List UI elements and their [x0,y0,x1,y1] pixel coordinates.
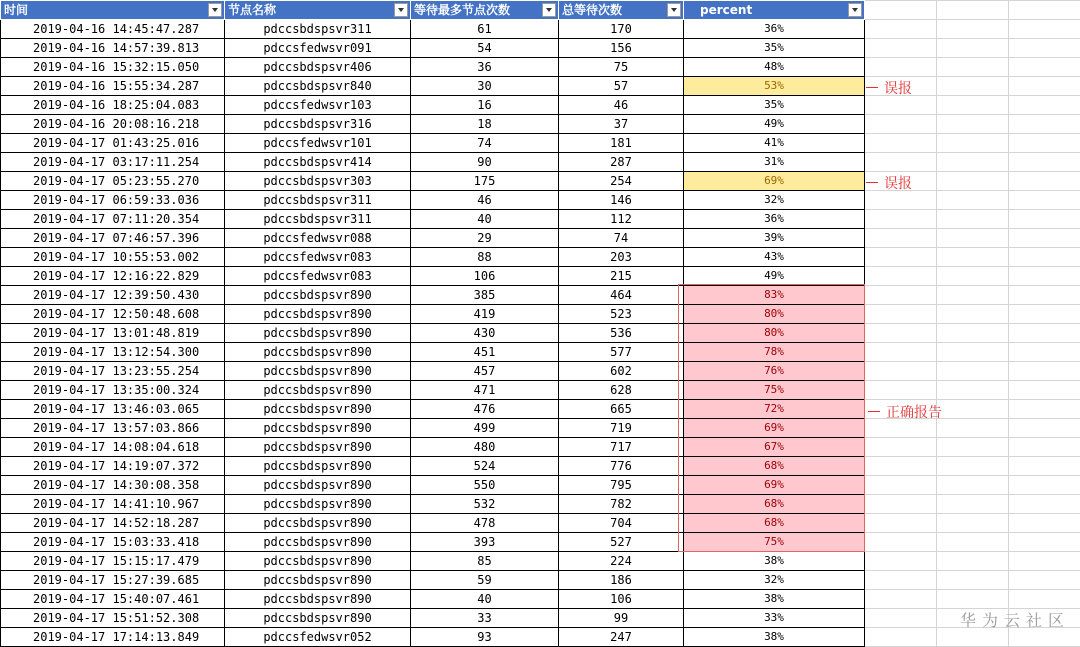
cell-percent[interactable]: 39% [684,229,865,248]
table-row [1,77,865,96]
cell-node-name[interactable]: pdccsbdspsvr890 [225,609,411,628]
cell-percent[interactable]: 69% [684,476,865,495]
cell-total-wait-count[interactable]: 215 [559,267,684,286]
cell-time[interactable]: 2019-04-17 15:27:39.685 [1,571,225,590]
cell-percent[interactable]: 72% [684,400,865,419]
cell-total-wait-count[interactable]: 170 [559,20,684,39]
cell-total-wait-count[interactable]: 106 [559,590,684,609]
cell-node-name[interactable]: pdccsbdspsvr890 [225,590,411,609]
cell-max-wait-count[interactable]: 419 [411,305,559,324]
cell-percent[interactable]: 53% [684,77,865,96]
cell-node-name[interactable]: pdccsbdspsvr890 [225,286,411,305]
cell-total-wait-count[interactable]: 46 [559,96,684,115]
cell-node-name[interactable]: pdccsbdspsvr311 [225,191,411,210]
cell-max-wait-count[interactable]: 90 [411,153,559,172]
table-row [1,58,865,77]
table-row [1,495,865,514]
table-row [1,514,865,533]
cell-percent[interactable]: 80% [684,305,865,324]
filter-dropdown-icon[interactable] [848,3,862,17]
cell-total-wait-count[interactable]: 795 [559,476,684,495]
cell-percent[interactable]: 35% [684,96,865,115]
cell-time[interactable]: 2019-04-17 13:01:48.819 [1,324,225,343]
cell-percent[interactable]: 33% [684,609,865,628]
cell-node-name[interactable]: pdccsbdspsvr890 [225,343,411,362]
cell-node-name[interactable]: pdccsbdspsvr890 [225,381,411,400]
cell-time[interactable]: 2019-04-17 14:19:07.372 [1,457,225,476]
annotation-text: 误报 [884,175,912,192]
cell-node-name[interactable]: pdccsbdspsvr840 [225,77,411,96]
cell-time[interactable]: 2019-04-17 15:15:17.479 [1,552,225,571]
cell-time[interactable]: 2019-04-17 13:57:03.866 [1,419,225,438]
cell-total-wait-count[interactable]: 782 [559,495,684,514]
cell-max-wait-count[interactable]: 532 [411,495,559,514]
cell-node-name[interactable]: pdccsbdspsvr890 [225,571,411,590]
header-label: percent [700,3,753,17]
header-time [1,1,225,20]
table-row [1,210,865,229]
cell-max-wait-count[interactable]: 54 [411,39,559,58]
cell-max-wait-count[interactable]: 46 [411,191,559,210]
cell-time[interactable]: 2019-04-17 13:23:55.254 [1,362,225,381]
cell-max-wait-count[interactable]: 175 [411,172,559,191]
cell-node-name[interactable]: pdccsfedwsvr103 [225,96,411,115]
cell-node-name[interactable]: pdccsbdspsvr890 [225,324,411,343]
cell-max-wait-count[interactable]: 471 [411,381,559,400]
table-row [1,267,865,286]
cell-percent[interactable]: 38% [684,628,865,647]
annotation-false-alarm-1 [866,78,912,97]
cell-percent[interactable]: 38% [684,590,865,609]
cell-time[interactable]: 2019-04-17 07:46:57.396 [1,229,225,248]
cell-percent[interactable]: 75% [684,381,865,400]
cell-max-wait-count[interactable]: 106 [411,267,559,286]
cell-node-name[interactable]: pdccsbdspsvr303 [225,172,411,191]
cell-node-name[interactable]: pdccsbdspsvr890 [225,400,411,419]
annotation-correct-report [868,402,942,421]
cell-max-wait-count[interactable]: 524 [411,457,559,476]
cell-time[interactable]: 2019-04-17 15:40:07.461 [1,590,225,609]
table-row [1,628,865,647]
cell-percent[interactable]: 75% [684,533,865,552]
table-row [1,609,865,628]
cell-percent[interactable]: 80% [684,324,865,343]
cell-percent[interactable]: 69% [684,419,865,438]
cell-percent[interactable]: 41% [684,134,865,153]
cell-node-name[interactable]: pdccsbdspsvr311 [225,210,411,229]
table-row [1,134,865,153]
header-row [1,1,865,20]
cell-max-wait-count[interactable]: 480 [411,438,559,457]
table-row [1,590,865,609]
cell-time[interactable]: 2019-04-17 01:43:25.016 [1,134,225,153]
table-body [1,20,865,647]
cell-time[interactable]: 2019-04-17 15:51:52.308 [1,609,225,628]
cell-percent[interactable]: 67% [684,438,865,457]
cell-time[interactable]: 2019-04-17 12:16:22.829 [1,267,225,286]
cell-max-wait-count[interactable]: 430 [411,324,559,343]
cell-time[interactable]: 2019-04-17 03:17:11.254 [1,153,225,172]
cell-node-name[interactable]: pdccsbdspsvr890 [225,305,411,324]
cell-time[interactable]: 2019-04-17 12:39:50.430 [1,286,225,305]
cell-total-wait-count[interactable]: 146 [559,191,684,210]
cell-node-name[interactable]: pdccsbdspsvr890 [225,457,411,476]
table-row [1,191,865,210]
cell-time[interactable]: 2019-04-17 14:30:08.358 [1,476,225,495]
cell-time[interactable]: 2019-04-17 14:41:10.967 [1,495,225,514]
cell-max-wait-count[interactable]: 74 [411,134,559,153]
cell-time[interactable]: 2019-04-16 14:45:47.287 [1,20,225,39]
cell-total-wait-count[interactable]: 523 [559,305,684,324]
filter-dropdown-icon[interactable] [542,3,556,17]
cell-node-name[interactable]: pdccsfedwsvr088 [225,229,411,248]
cell-total-wait-count[interactable]: 464 [559,286,684,305]
cell-time[interactable]: 2019-04-17 10:55:53.002 [1,248,225,267]
table-row [1,438,865,457]
filter-dropdown-icon[interactable] [394,3,408,17]
cell-node-name[interactable]: pdccsbdspsvr414 [225,153,411,172]
header-label: 时间 [4,3,29,17]
cell-max-wait-count[interactable]: 18 [411,115,559,134]
cell-max-wait-count[interactable]: 478 [411,514,559,533]
cell-max-wait-count[interactable]: 85 [411,552,559,571]
cell-percent[interactable]: 76% [684,362,865,381]
table-row [1,400,865,419]
cell-node-name[interactable]: pdccsbdspsvr890 [225,419,411,438]
cell-total-wait-count[interactable]: 527 [559,533,684,552]
cell-percent[interactable]: 36% [684,210,865,229]
cell-percent[interactable]: 78% [684,343,865,362]
table-row [1,381,865,400]
cell-node-name[interactable]: pdccsfedwsvr052 [225,628,411,647]
cell-percent[interactable]: 38% [684,552,865,571]
table-row [1,324,865,343]
cell-node-name[interactable]: pdccsfedwsvr083 [225,248,411,267]
header-total-wait-count [559,1,684,20]
filter-dropdown-icon[interactable] [208,3,222,17]
cell-max-wait-count[interactable]: 29 [411,229,559,248]
cell-max-wait-count[interactable]: 30 [411,77,559,96]
cell-total-wait-count[interactable]: 186 [559,571,684,590]
cell-total-wait-count[interactable]: 203 [559,248,684,267]
cell-percent[interactable]: 49% [684,115,865,134]
cell-max-wait-count[interactable]: 457 [411,362,559,381]
cell-percent[interactable]: 35% [684,39,865,58]
table-row [1,362,865,381]
table-row [1,552,865,571]
table-row [1,39,865,58]
cell-node-name[interactable]: pdccsbdspsvr311 [225,20,411,39]
cell-total-wait-count[interactable]: 719 [559,419,684,438]
cell-time[interactable]: 2019-04-17 05:23:55.270 [1,172,225,191]
annotation-text: 正确报告 [886,404,942,421]
cell-node-name[interactable]: pdccsbdspsvr890 [225,438,411,457]
cell-total-wait-count[interactable]: 665 [559,400,684,419]
cell-total-wait-count[interactable]: 247 [559,628,684,647]
cell-total-wait-count[interactable]: 181 [559,134,684,153]
cell-total-wait-count[interactable]: 602 [559,362,684,381]
cell-node-name[interactable]: pdccsbdspsvr890 [225,552,411,571]
cell-max-wait-count[interactable]: 550 [411,476,559,495]
annotation-leader-line [868,411,880,412]
cell-max-wait-count[interactable]: 33 [411,609,559,628]
cell-node-name[interactable]: pdccsfedwsvr091 [225,39,411,58]
cell-total-wait-count[interactable]: 156 [559,39,684,58]
filter-dropdown-icon[interactable] [667,3,681,17]
cell-max-wait-count[interactable]: 16 [411,96,559,115]
cell-percent[interactable]: 49% [684,267,865,286]
cell-max-wait-count[interactable]: 393 [411,533,559,552]
cell-time[interactable]: 2019-04-16 18:25:04.083 [1,96,225,115]
table-row [1,343,865,362]
cell-time[interactable]: 2019-04-16 15:32:15.050 [1,58,225,77]
annotation-false-alarm-2 [866,173,912,192]
cell-time[interactable]: 2019-04-17 14:08:04.618 [1,438,225,457]
cell-total-wait-count[interactable]: 287 [559,153,684,172]
table-row [1,305,865,324]
cell-time[interactable]: 2019-04-16 14:57:39.813 [1,39,225,58]
annotation-text: 误报 [884,80,912,97]
cell-time[interactable]: 2019-04-16 15:55:34.287 [1,77,225,96]
cell-node-name[interactable]: pdccsfedwsvr083 [225,267,411,286]
cell-time[interactable]: 2019-04-17 12:50:48.608 [1,305,225,324]
cell-node-name[interactable]: pdccsbdspsvr890 [225,495,411,514]
cell-percent[interactable]: 68% [684,514,865,533]
cell-percent[interactable]: 43% [684,248,865,267]
cell-time[interactable]: 2019-04-17 07:11:20.354 [1,210,225,229]
cell-total-wait-count[interactable]: 254 [559,172,684,191]
cell-max-wait-count[interactable]: 61 [411,20,559,39]
cell-max-wait-count[interactable]: 451 [411,343,559,362]
cell-max-wait-count[interactable]: 385 [411,286,559,305]
cell-node-name[interactable]: pdccsbdspsvr890 [225,533,411,552]
table-row [1,96,865,115]
cell-total-wait-count[interactable]: 536 [559,324,684,343]
cell-max-wait-count[interactable]: 36 [411,58,559,77]
annotation-leader-line [866,87,878,88]
table-row [1,229,865,248]
header-node-name [225,1,411,20]
cell-total-wait-count[interactable]: 577 [559,343,684,362]
cell-percent[interactable]: 68% [684,457,865,476]
cell-node-name[interactable]: pdccsfedwsvr101 [225,134,411,153]
cell-node-name[interactable]: pdccsbdspsvr890 [225,362,411,381]
cell-percent[interactable]: 32% [684,571,865,590]
table-row [1,571,865,590]
table-row [1,115,865,134]
cell-node-name[interactable]: pdccsbdspsvr406 [225,58,411,77]
watermark: 华为云社区 [959,611,1070,630]
cell-time[interactable]: 2019-04-16 20:08:16.218 [1,115,225,134]
cell-total-wait-count[interactable]: 717 [559,438,684,457]
table-row [1,419,865,438]
header-label: 总等待次数 [562,3,623,17]
cell-percent[interactable]: 32% [684,191,865,210]
cell-percent[interactable]: 31% [684,153,865,172]
cell-node-name[interactable]: pdccsbdspsvr890 [225,476,411,495]
cell-percent[interactable]: 48% [684,58,865,77]
table-row [1,248,865,267]
cell-time[interactable]: 2019-04-17 13:12:54.300 [1,343,225,362]
cell-time[interactable]: 2019-04-17 06:59:33.036 [1,191,225,210]
table-row [1,533,865,552]
table-row [1,457,865,476]
table-row [1,153,865,172]
cell-node-name[interactable]: pdccsbdspsvr316 [225,115,411,134]
cell-time[interactable]: 2019-04-17 13:35:00.324 [1,381,225,400]
header-max-wait-count [411,1,559,20]
table-row [1,20,865,39]
header-percent [684,1,865,20]
cell-total-wait-count[interactable]: 99 [559,609,684,628]
cell-percent[interactable]: 69% [684,172,865,191]
cell-total-wait-count[interactable]: 37 [559,115,684,134]
cell-total-wait-count[interactable]: 75 [559,58,684,77]
cell-max-wait-count[interactable]: 476 [411,400,559,419]
cell-total-wait-count[interactable]: 704 [559,514,684,533]
cell-max-wait-count[interactable]: 93 [411,628,559,647]
cell-percent[interactable]: 68% [684,495,865,514]
table-row [1,286,865,305]
cell-percent[interactable]: 36% [684,20,865,39]
table-row [1,172,865,191]
cell-total-wait-count[interactable]: 628 [559,381,684,400]
cell-total-wait-count[interactable]: 74 [559,229,684,248]
cell-max-wait-count[interactable]: 88 [411,248,559,267]
header-label: 节点名称 [228,3,277,17]
cell-total-wait-count[interactable]: 776 [559,457,684,476]
cell-node-name[interactable]: pdccsbdspsvr890 [225,514,411,533]
header-label: 等待最多节点次数 [414,3,511,17]
cell-max-wait-count[interactable]: 40 [411,590,559,609]
cell-total-wait-count[interactable]: 112 [559,210,684,229]
table-row [1,476,865,495]
cell-max-wait-count[interactable]: 499 [411,419,559,438]
cell-total-wait-count[interactable]: 57 [559,77,684,96]
cell-total-wait-count[interactable]: 224 [559,552,684,571]
cell-time[interactable]: 2019-04-17 14:52:18.287 [1,514,225,533]
cell-percent[interactable]: 83% [684,286,865,305]
cell-time[interactable]: 2019-04-17 15:03:33.418 [1,533,225,552]
cell-time[interactable]: 2019-04-17 13:46:03.065 [1,400,225,419]
cell-max-wait-count[interactable]: 59 [411,571,559,590]
annotation-leader-line [866,182,878,183]
cell-time[interactable]: 2019-04-17 17:14:13.849 [1,628,225,647]
cell-max-wait-count[interactable]: 40 [411,210,559,229]
